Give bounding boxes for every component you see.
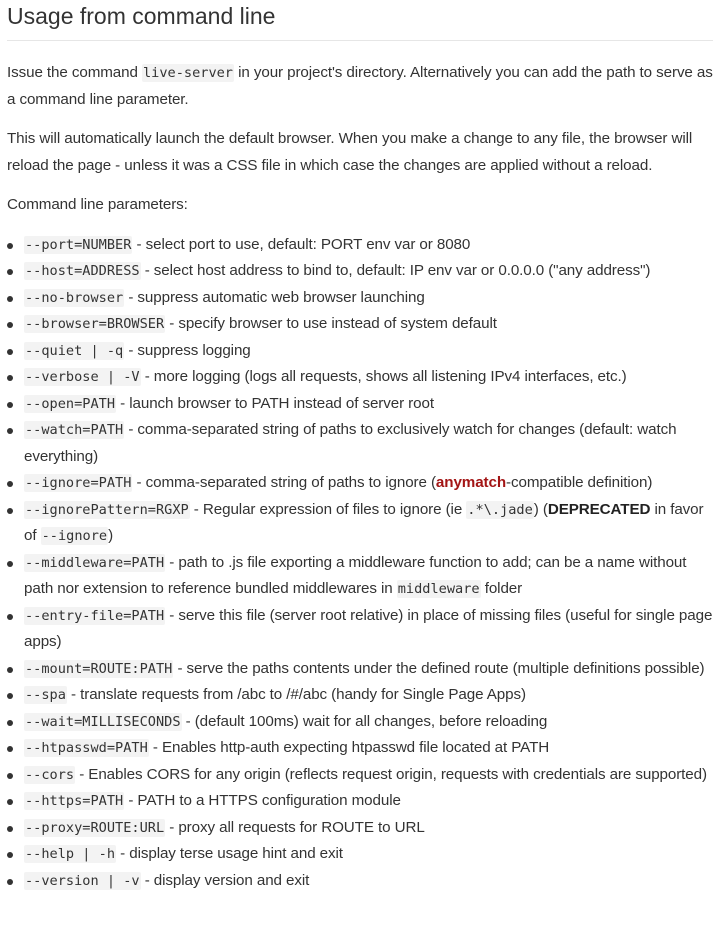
intro-paragraph <box>7 60 719 113</box>
list-item <box>7 841 719 868</box>
list-item <box>7 735 719 762</box>
param-desc: - path to .js file exporting a middleware function to add; can be a name without path nor extension to reference bundled middlewares in <box>24 553 687 597</box>
list-item <box>7 550 719 603</box>
param-desc: - display version and exit <box>140 871 310 889</box>
list-item <box>7 391 719 418</box>
list-item <box>7 417 719 470</box>
param-desc: - select port to use, default: PORT env var or 8080 <box>132 235 471 253</box>
param-code: --ignorePattern=RGXP <box>25 501 189 518</box>
param-code: --browser=BROWSER <box>25 316 165 332</box>
inline-code: --ignore <box>41 528 108 544</box>
list-item <box>7 497 719 550</box>
description-paragraph: This will automatically launch the default browser. When you make a change to any file, the browser will reload the page - unless it was a CSS file in which case the changes are applied without a reload. <box>7 130 693 174</box>
param-desc: - proxy all requests for ROUTE to URL <box>165 818 425 836</box>
section-heading: Usage from command line <box>7 0 713 41</box>
param-desc: - PATH to a HTTPS configuration module <box>124 792 401 809</box>
param-code: --quiet | -q <box>25 342 124 359</box>
anymatch-link[interactable]: anymatch <box>435 474 507 491</box>
deprecated-label: DEPRECATED <box>547 500 651 518</box>
inline-code: middleware <box>397 581 480 597</box>
param-code: --cors <box>25 766 75 783</box>
inline-code: .*\.jade <box>467 501 533 518</box>
list-item <box>7 709 719 736</box>
param-desc: - Enables http-auth expecting htpasswd file located at PATH <box>148 739 550 756</box>
param-desc: - Enables CORS for any origin (reflects request origin, requests with credentials are supported) <box>75 765 707 783</box>
list-item <box>7 338 719 365</box>
list-item <box>7 258 719 285</box>
param-desc: in favor of <box>24 500 704 544</box>
intro-text: in your project's directory. Alternatively you can add the path to serve as a command line parameter. <box>7 64 713 108</box>
param-code: --port=NUMBER <box>25 236 132 253</box>
list-item <box>7 470 719 497</box>
param-desc: - serve this file (server root relative) in place of missing files (useful for single page apps) <box>24 606 713 650</box>
param-desc: - (default 100ms) wait for all changes, before reloading <box>181 712 548 730</box>
param-code: --proxy=ROUTE:URL <box>25 819 165 836</box>
list-item <box>7 815 719 842</box>
param-code: --open=PATH <box>25 395 116 412</box>
param-code: --middleware=PATH <box>25 554 165 571</box>
param-code: --no-browser <box>25 289 124 306</box>
param-code: --https=PATH <box>25 793 124 809</box>
param-code: --spa <box>25 687 66 703</box>
params-list <box>7 232 719 895</box>
param-desc: - select host address to bind to, default: IP env var or 0.0.0.0 ("any address") <box>140 262 651 279</box>
param-desc: - specify browser to use instead of system default <box>165 315 497 332</box>
param-desc: ) <box>108 527 114 544</box>
list-item <box>7 682 719 709</box>
list-item <box>7 285 719 312</box>
param-desc: - comma-separated string of paths to ignore ( <box>132 474 436 491</box>
param-code: --entry-file=PATH <box>25 607 165 624</box>
list-item <box>7 788 719 815</box>
param-code: --help | -h <box>25 846 116 862</box>
list-item <box>7 868 719 895</box>
param-code: --version | -v <box>25 872 140 889</box>
param-desc: - comma-separated string of paths to exclusively watch for changes (default: watch everything) <box>24 421 677 465</box>
param-code: --watch=PATH <box>25 422 124 438</box>
param-desc: - suppress logging <box>124 341 251 359</box>
param-desc: - translate requests from /abc to /#/abc (handy for Single Page Apps) <box>66 686 526 703</box>
param-desc: - more logging (logs all requests, shows all listening IPv4 interfaces, etc.) <box>140 368 627 385</box>
param-desc: - serve the paths contents under the defined route (multiple definitions possible) <box>173 659 705 677</box>
list-item <box>7 364 719 391</box>
param-code: --htpasswd=PATH <box>25 740 148 756</box>
list-item <box>7 603 719 656</box>
param-code: --mount=ROUTE:PATH <box>25 660 173 677</box>
list-item <box>7 656 719 683</box>
list-item <box>7 232 719 259</box>
param-desc: -compatible definition) <box>506 474 653 491</box>
param-desc: - display terse usage hint and exit <box>116 845 343 862</box>
param-code: --host=ADDRESS <box>25 263 140 279</box>
list-item <box>7 762 719 789</box>
list-item <box>7 311 719 338</box>
param-desc: - Regular expression of files to ignore (ie <box>189 500 467 518</box>
params-label: Command line parameters: <box>7 196 188 213</box>
param-desc: - launch browser to PATH instead of server root <box>116 394 434 412</box>
inline-code: live-server <box>142 65 233 81</box>
param-desc: folder <box>480 580 523 597</box>
param-desc: - suppress automatic web browser launching <box>124 288 425 306</box>
param-desc: ) ( <box>533 500 548 518</box>
param-code: --verbose | -V <box>25 369 140 385</box>
param-code: --ignore=PATH <box>25 475 132 491</box>
param-code: --wait=MILLISECONDS <box>25 713 181 730</box>
intro-text: Issue the command <box>7 64 142 81</box>
